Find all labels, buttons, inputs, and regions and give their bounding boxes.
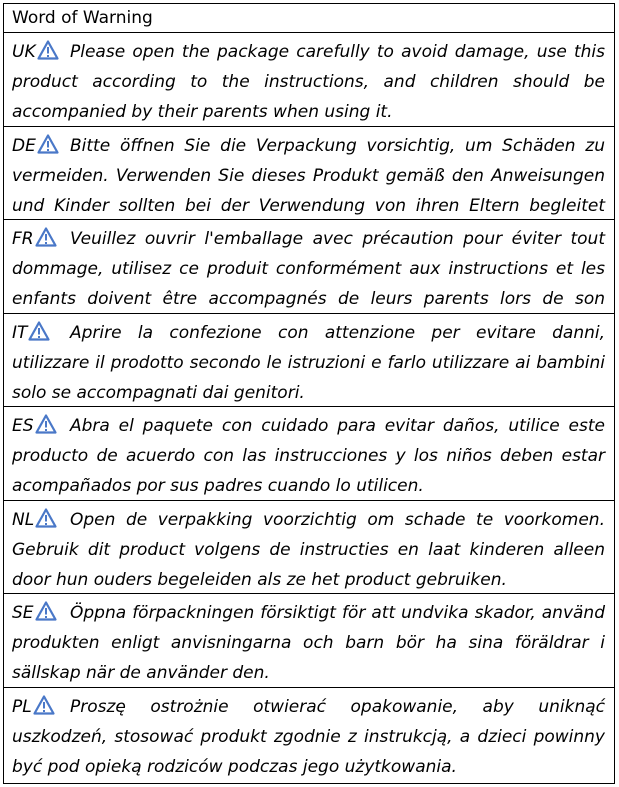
language-code: UK bbox=[12, 42, 36, 62]
warning-text: Veuillez ouvrir l'emballage avec précaution pour éviter tout dommage, utilisez ce produit conformément aux instructions et les enfants doivent être accompagnés de leurs parents lors de son bbox=[12, 229, 605, 309]
language-code: NL bbox=[12, 509, 35, 530]
language-lead bbox=[12, 37, 70, 67]
language-lead bbox=[12, 598, 70, 628]
warning-triangle-icon bbox=[35, 227, 57, 247]
language-code: FR bbox=[12, 229, 34, 249]
warning-triangle-icon bbox=[35, 601, 57, 621]
warning-row-uk bbox=[4, 33, 614, 127]
language-lead bbox=[12, 692, 70, 722]
warning-row-it bbox=[4, 314, 614, 408]
warning-triangle-icon bbox=[33, 695, 55, 715]
language-code: SE bbox=[12, 603, 34, 623]
warning-text: Abra el paquete con cuidado para evitar daños, utilice este producto de acuerdo con las instrucciones y los niños deben estar acompañados por sus padres cuando lo utilicen. bbox=[12, 416, 605, 496]
warning-row-fr bbox=[4, 220, 614, 314]
language-code: IT bbox=[12, 322, 28, 343]
language-lead bbox=[12, 224, 70, 254]
warning-text: Aprire la confezione con attenzione per evitare danni, utilizzare il prodotto secondo le istruzioni e farlo utilizzare ai bambini solo se accompagnati dai genitori. bbox=[12, 322, 605, 403]
language-lead bbox=[12, 505, 70, 535]
warning-text: Open de verpakking voorzichtig om schade te voorkomen. Gebruik dit product volgens de instructies en laat kinderen alleen door hun ouders begeleiden als ze het product gebruiken. bbox=[12, 509, 605, 590]
language-lead bbox=[12, 411, 70, 441]
warning-text: Bitte öffnen Sie die Verpackung vorsichtig, um Schäden zu vermeiden. Verwenden Sie dieses Produkt gemäß den Anweisungen und Kinder sollten bei der Verwendung von ihren Eltern begleitet bbox=[12, 135, 605, 216]
language-code: ES bbox=[12, 416, 34, 436]
warning-triangle-icon bbox=[28, 321, 50, 341]
language-lead bbox=[12, 318, 70, 348]
warning-triangle-icon bbox=[37, 134, 59, 154]
warning-row-es bbox=[4, 407, 614, 501]
table-header: Word of Warning bbox=[4, 4, 614, 33]
warning-row-pl bbox=[4, 688, 614, 782]
warning-triangle-icon bbox=[35, 414, 57, 434]
language-lead bbox=[12, 131, 70, 161]
warning-table bbox=[3, 3, 615, 784]
warning-text: Proszę ostrożnie otwierać opakowanie, aby uniknąć uszkodzeń, stosować produkt zgodnie z instrukcją, a dzieci powinny być pod opieką rodziców podczas jego użytkowania. bbox=[12, 696, 605, 777]
warning-text: Öppna förpackningen försiktigt för att undvika skador, använd produkten enligt anvisningarna och barn bör ha sina föräldrar i sällskap när de använder den. bbox=[12, 603, 605, 683]
warning-triangle-icon bbox=[37, 40, 59, 60]
warning-text: Please open the package carefully to avoid damage, use this product according to the instructions, and children should be accompanied by their parents when using it. bbox=[12, 42, 605, 122]
warning-row-de bbox=[4, 127, 614, 221]
language-code: PL bbox=[12, 696, 32, 717]
warning-triangle-icon bbox=[35, 508, 57, 528]
language-code: DE bbox=[12, 135, 36, 156]
warning-row-nl bbox=[4, 501, 614, 595]
warning-row-se bbox=[4, 594, 614, 688]
